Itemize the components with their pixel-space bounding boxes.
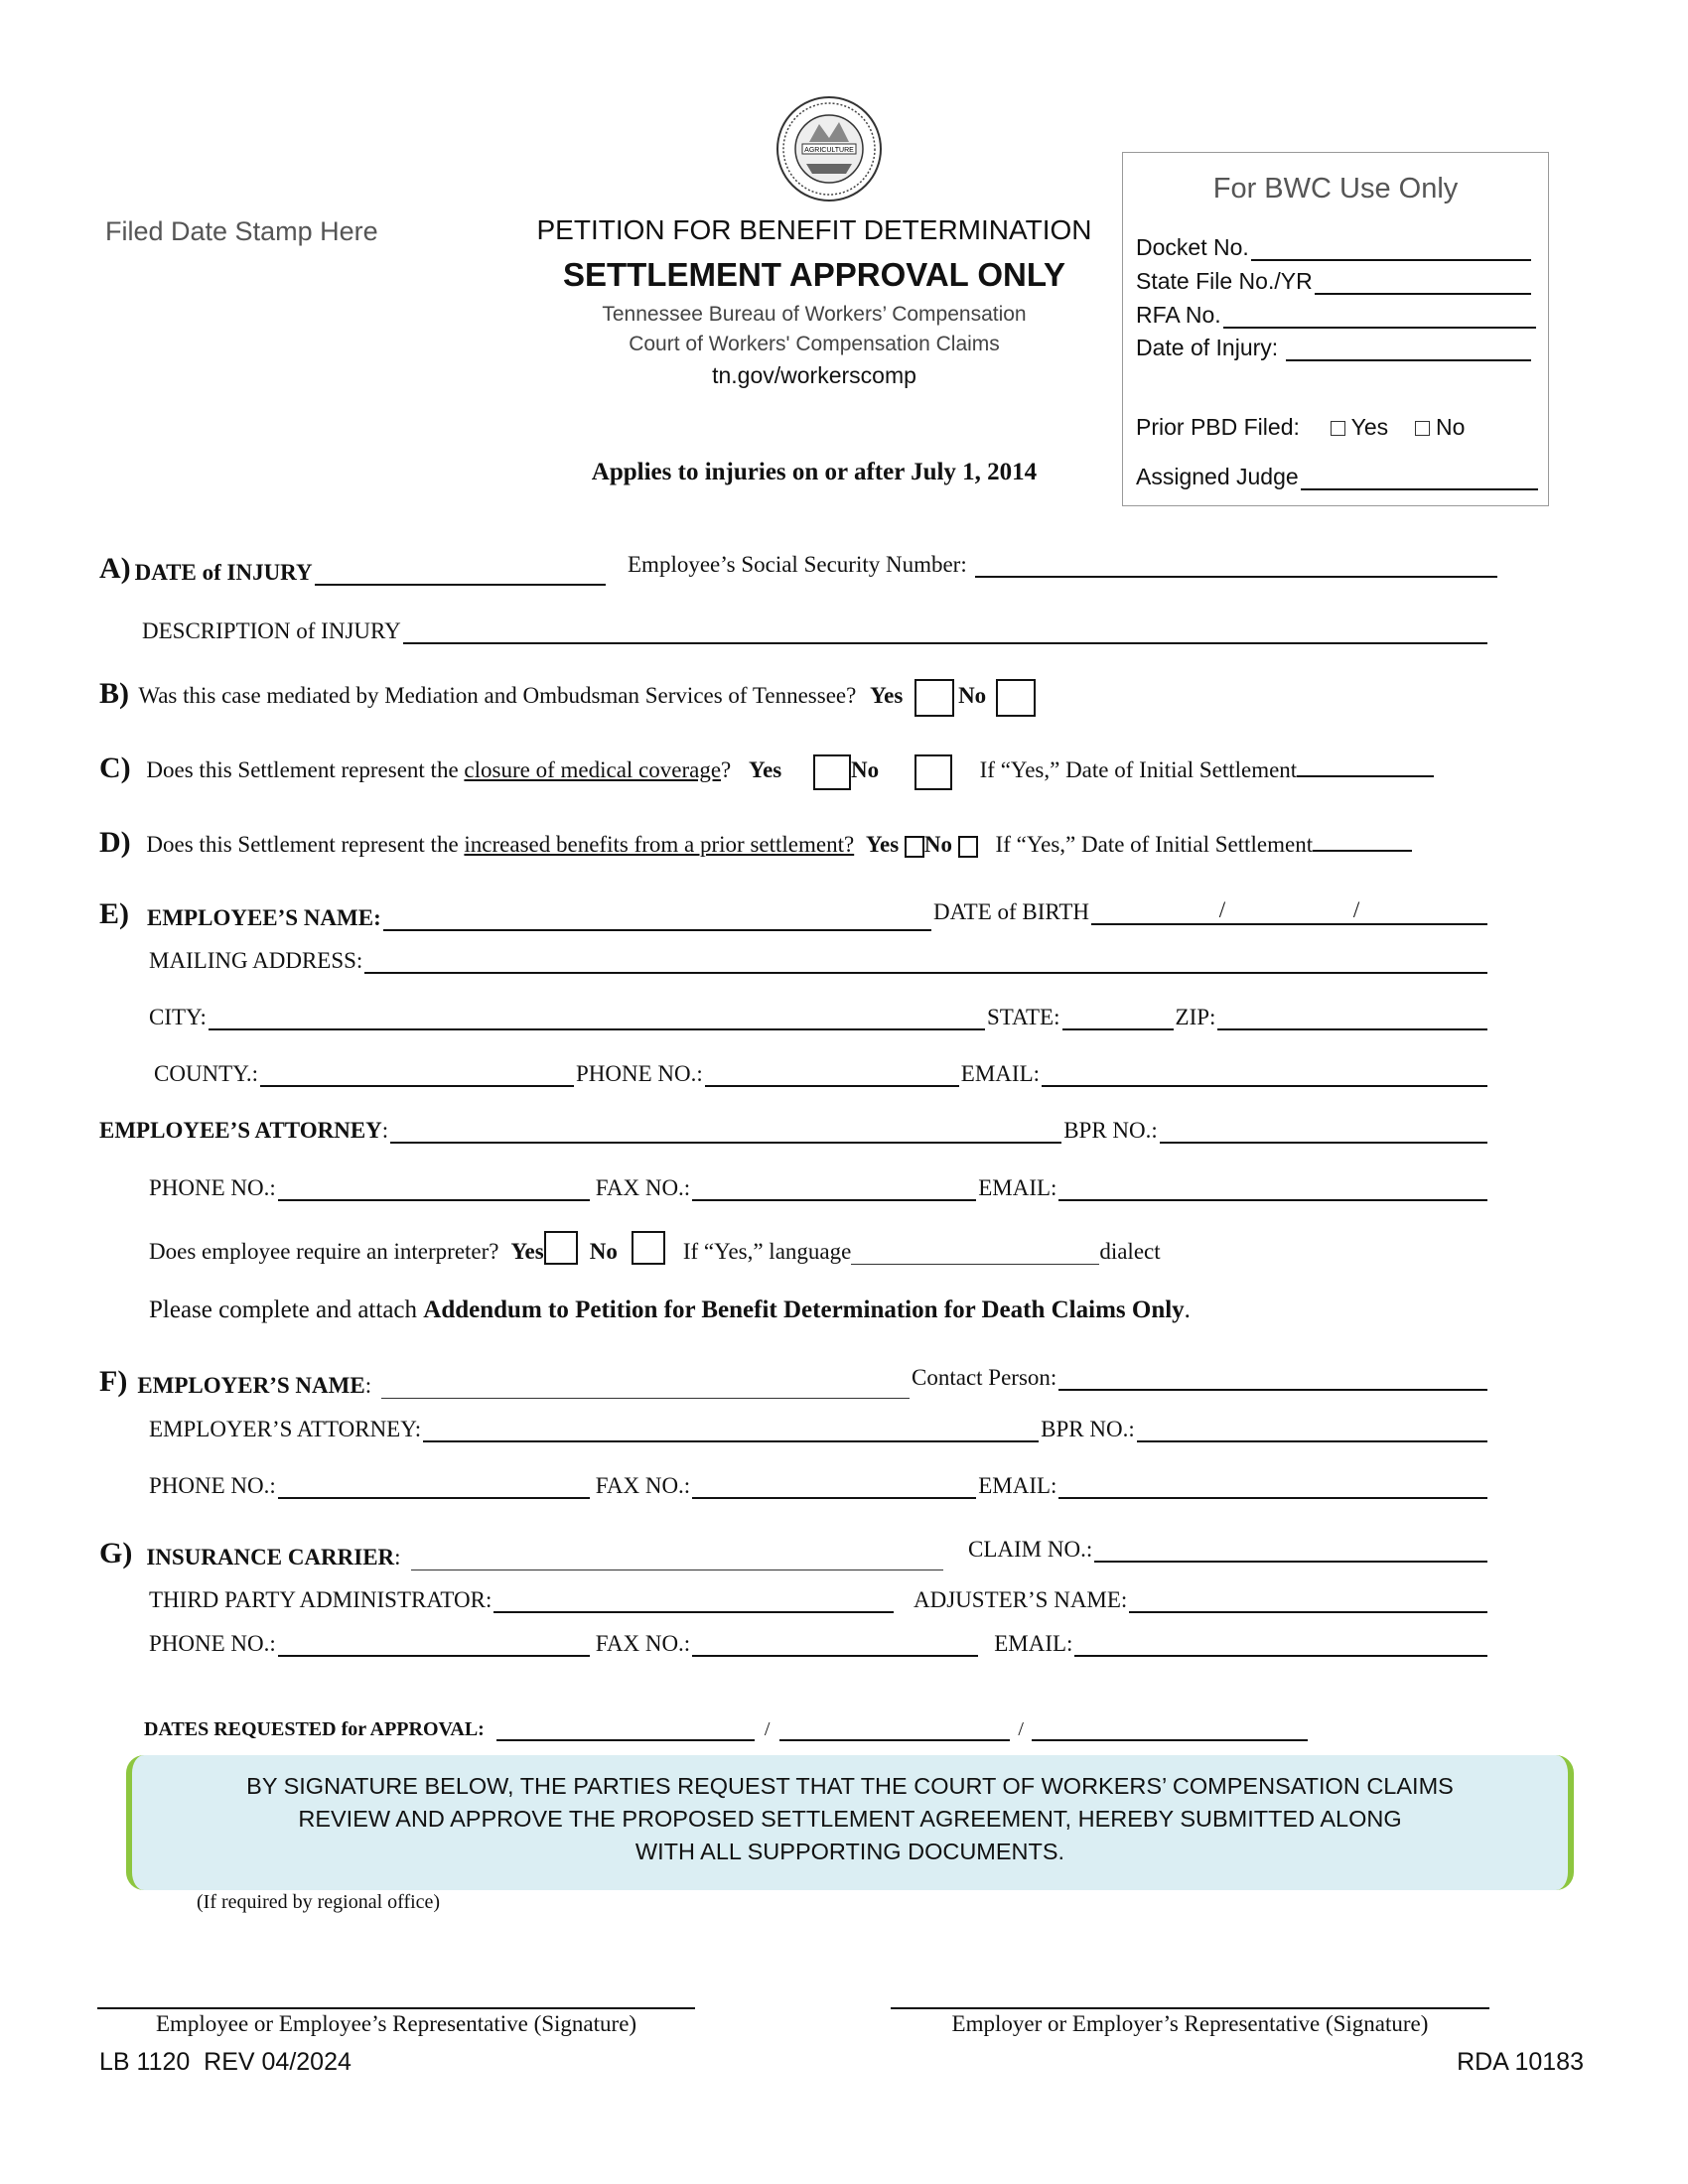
contact-person-label: Contact Person: xyxy=(912,1365,1057,1390)
prior-pbd-yes-checkbox[interactable] xyxy=(1331,421,1345,436)
signature-notice-box xyxy=(126,1755,1574,1890)
attorney-email-field[interactable] xyxy=(1058,1175,1487,1201)
bwc-title: For BWC Use Only xyxy=(1212,173,1459,205)
employee-email-field[interactable] xyxy=(1042,1061,1487,1087)
employer-attorney-field[interactable] xyxy=(423,1417,1039,1442)
employee-email-label: EMAIL: xyxy=(960,1061,1041,1086)
increased-if-yes-label: If “Yes,” Date of Initial Settlement xyxy=(995,832,1314,857)
form-subtitle: SETTLEMENT APPROVAL ONLY xyxy=(562,256,1066,293)
state-file-label: State File No./YR xyxy=(1136,268,1313,294)
closure-of-medical-coverage-text: closure of medical coverage xyxy=(464,757,722,782)
dob-slash-2: / xyxy=(1353,897,1359,925)
mailing-address-label: MAILING ADDRESS: xyxy=(149,948,363,973)
attorney-phone-field[interactable] xyxy=(278,1175,590,1201)
employer-email-field[interactable] xyxy=(1058,1473,1487,1499)
court-name: Court of Workers' Compensation Claims xyxy=(629,333,1000,355)
county-field[interactable] xyxy=(260,1061,574,1087)
section-g-letter: G) xyxy=(99,1537,133,1570)
zip-label: ZIP: xyxy=(1175,1005,1216,1029)
applies-note: Applies to injuries on or after July 1, 2014 xyxy=(591,459,1038,485)
carrier-email-label: EMAIL: xyxy=(994,1631,1073,1656)
rda-number: RDA 10183 xyxy=(1457,2048,1584,2076)
city-label: CITY: xyxy=(149,1005,207,1029)
increased-yes-label: Yes xyxy=(865,832,900,857)
state-seal xyxy=(774,94,884,204)
city-field[interactable] xyxy=(209,1005,985,1030)
dob-month-field[interactable] xyxy=(1091,899,1219,925)
attorney-fax-label: FAX NO.: xyxy=(595,1175,691,1200)
death-claims-addendum-note: Please complete and attach Addendum to Petition for Benefit Determination for Death Claims Only. xyxy=(149,1297,1191,1323)
website[interactable]: tn.gov/workerscomp xyxy=(712,362,916,388)
attorney-email-label: EMAIL: xyxy=(978,1175,1057,1200)
insurance-carrier-label: INSURANCE CARRIER xyxy=(146,1545,395,1570)
closure-initial-settlement-date-field[interactable] xyxy=(1297,750,1434,777)
interpreter-language-label: If “Yes,” language xyxy=(682,1239,852,1264)
description-label: DESCRIPTION of INJURY xyxy=(142,618,401,643)
closure-yes-checkbox[interactable] xyxy=(813,754,851,790)
employee-attorney-bpr-field[interactable] xyxy=(1160,1118,1487,1144)
state-file-field[interactable] xyxy=(1315,269,1531,295)
carrier-fax-label: FAX NO.: xyxy=(595,1631,691,1656)
docket-label: Docket No. xyxy=(1136,234,1249,260)
notice-line-2: REVIEW AND APPROVE THE PROPOSED SETTLEMENT AGREEMENT, HEREBY SUBMITTED ALONG xyxy=(298,1806,1402,1832)
agency-name: Tennessee Bureau of Workers’ Compensation xyxy=(602,303,1027,326)
employee-name-label: EMPLOYEE’S NAME: xyxy=(147,905,381,930)
dob-slash-1: / xyxy=(1219,897,1225,925)
dates-requested-field-1[interactable] xyxy=(496,1717,755,1741)
adjuster-name-field[interactable] xyxy=(1129,1587,1487,1613)
interpreter-question: Does employee require an interpreter? xyxy=(149,1239,499,1264)
section-a-letter: A) xyxy=(99,552,131,585)
employer-attorney-bpr-label: BPR NO.: xyxy=(1041,1417,1135,1441)
carrier-phone-label: PHONE NO.: xyxy=(149,1631,276,1656)
increased-initial-settlement-date-field[interactable] xyxy=(1313,824,1412,852)
bwc-date-injury-field[interactable] xyxy=(1286,336,1531,361)
rfa-label: RFA No. xyxy=(1136,302,1221,328)
increased-no-checkbox[interactable] xyxy=(958,836,978,858)
closure-no-checkbox[interactable] xyxy=(914,754,952,790)
adjuster-name-label: ADJUSTER’S NAME: xyxy=(914,1587,1128,1612)
employer-phone-field[interactable] xyxy=(278,1473,590,1499)
form-title: PETITION FOR BENEFIT DETERMINATION xyxy=(536,214,1092,245)
notice-line-1: BY SIGNATURE BELOW, THE PARTIES REQUEST THAT THE COURT OF WORKERS’ COMPENSATION CLAIMS xyxy=(246,1773,1454,1799)
claim-no-label: CLAIM NO.: xyxy=(968,1537,1093,1562)
employee-attorney-bpr-label: BPR NO.: xyxy=(1063,1118,1158,1143)
ssn-label: Employee’s Social Security Number: xyxy=(628,552,967,577)
tpa-label: THIRD PARTY ADMINISTRATOR: xyxy=(149,1587,492,1612)
dob-label: DATE of BIRTH xyxy=(933,899,1090,924)
employee-attorney-colon: : xyxy=(381,1118,389,1143)
interpreter-no-label: No xyxy=(589,1239,618,1264)
section-e-letter: E) xyxy=(99,897,129,930)
mediation-yes-label: Yes xyxy=(870,683,904,708)
closure-no-label: No xyxy=(851,757,880,782)
employee-attorney-field[interactable] xyxy=(390,1118,1061,1144)
employer-name-field[interactable] xyxy=(381,1374,910,1399)
date-of-injury-label: DATE of INJURY xyxy=(134,560,313,585)
employee-phone-label: PHONE NO.: xyxy=(576,1061,703,1086)
date-of-injury-field[interactable] xyxy=(315,560,606,586)
dates-requested-label: DATES REQUESTED for APPROVAL: xyxy=(144,1718,485,1740)
section-d-letter: D) xyxy=(99,826,131,859)
closure-if-yes-label: If “Yes,” Date of Initial Settlement xyxy=(979,757,1298,782)
employee-signature-label: Employee or Employee’s Representative (Signature) xyxy=(155,2011,637,2036)
mediation-no-checkbox[interactable] xyxy=(996,679,1036,717)
increased-no-label: No xyxy=(923,832,953,857)
contact-person-field[interactable] xyxy=(1058,1365,1487,1391)
judge-field[interactable] xyxy=(1301,465,1538,490)
carrier-phone-field[interactable] xyxy=(278,1631,590,1657)
claim-no-field[interactable] xyxy=(1094,1537,1487,1563)
insurance-carrier-field[interactable] xyxy=(411,1546,943,1570)
employer-attorney-bpr-field[interactable] xyxy=(1137,1417,1487,1442)
dates-requested-field-2[interactable] xyxy=(779,1717,1010,1741)
county-label: COUNTY.: xyxy=(154,1061,259,1086)
employee-phone-field[interactable] xyxy=(705,1061,959,1087)
employee-name-field[interactable] xyxy=(383,905,931,931)
svg-text:AGRICULTURE: AGRICULTURE xyxy=(804,147,854,154)
ssn-field[interactable] xyxy=(975,552,1497,578)
section-b-letter: B) xyxy=(99,677,129,710)
closure-yes-label: Yes xyxy=(749,757,782,782)
mediation-yes-checkbox[interactable] xyxy=(914,679,954,717)
increased-benefits-question: Does this Settlement represent the increased benefits from a prior settlement? xyxy=(146,832,855,857)
section-f-letter: F) xyxy=(99,1365,128,1398)
increased-yes-checkbox[interactable] xyxy=(905,836,924,858)
employer-fax-field[interactable] xyxy=(692,1473,976,1499)
employer-signature-line[interactable] xyxy=(891,2007,1489,2009)
carrier-fax-field[interactable] xyxy=(692,1631,978,1657)
employer-fax-label: FAX NO.: xyxy=(595,1473,691,1498)
employer-name-colon: : xyxy=(364,1373,372,1398)
zip-field[interactable] xyxy=(1217,1005,1487,1030)
docket-field[interactable] xyxy=(1251,235,1531,261)
insurance-carrier-colon: : xyxy=(394,1545,401,1570)
bwc-date-injury-label: Date of Injury: xyxy=(1136,335,1279,360)
description-field[interactable] xyxy=(403,618,1487,644)
prior-pbd-yes-label: Yes xyxy=(1350,414,1389,440)
mailing-address-field[interactable] xyxy=(364,948,1487,974)
employer-attorney-label: EMPLOYER’S ATTORNEY: xyxy=(149,1417,422,1441)
attorney-fax-field[interactable] xyxy=(692,1175,976,1201)
bwc-use-only-box xyxy=(1122,152,1549,506)
carrier-email-field[interactable] xyxy=(1074,1631,1487,1657)
interpreter-dialect-label: dialect xyxy=(1099,1239,1161,1264)
interpreter-no-checkbox[interactable] xyxy=(632,1231,665,1265)
state-label: STATE: xyxy=(986,1005,1060,1029)
dob-year-field[interactable] xyxy=(1359,899,1487,925)
dob-day-field[interactable] xyxy=(1225,899,1353,925)
mediation-question: Was this case mediated by Mediation and Ombudsman Services of Tennessee? xyxy=(138,683,857,708)
employee-attorney-label: EMPLOYEE’S ATTORNEY xyxy=(99,1118,382,1143)
dates-slash-2: / xyxy=(1018,1718,1024,1740)
employer-name-label: EMPLOYER’S NAME xyxy=(137,1373,365,1398)
employer-phone-label: PHONE NO.: xyxy=(149,1473,276,1498)
rfa-field[interactable] xyxy=(1223,303,1536,329)
regional-office-note: (If required by regional office) xyxy=(197,1891,441,1913)
interpreter-language-field[interactable] xyxy=(851,1264,1099,1265)
interpreter-yes-checkbox[interactable] xyxy=(544,1231,578,1265)
employer-email-label: EMAIL: xyxy=(978,1473,1057,1498)
attorney-phone-label: PHONE NO.: xyxy=(149,1175,276,1200)
employer-signature-label: Employer or Employer’s Representative (Signature) xyxy=(951,2011,1429,2036)
state-field[interactable] xyxy=(1062,1005,1174,1030)
mediation-no-label: No xyxy=(958,683,987,708)
notice-line-3: WITH ALL SUPPORTING DOCUMENTS. xyxy=(634,1839,1065,1864)
filed-date-stamp-label: Filed Date Stamp Here xyxy=(105,216,378,246)
closure-question: Does this Settlement represent the closure of medical coverage? xyxy=(146,757,732,782)
prior-pbd-no-checkbox[interactable] xyxy=(1415,421,1430,436)
interpreter-yes-label: Yes xyxy=(510,1239,544,1264)
prior-pbd-no-label: No xyxy=(1435,414,1466,440)
dates-slash-1: / xyxy=(764,1718,771,1740)
employee-signature-line[interactable] xyxy=(97,2007,695,2009)
form-id: LB 1120 REV 04/2024 xyxy=(99,2048,352,2076)
prior-pbd-label: Prior PBD Filed: xyxy=(1136,414,1300,440)
increased-benefits-text: increased benefits from a prior settlement? xyxy=(464,832,855,857)
dates-requested-field-3[interactable] xyxy=(1032,1717,1308,1741)
tpa-field[interactable] xyxy=(493,1587,894,1613)
section-c-letter: C) xyxy=(99,751,131,784)
judge-label: Assigned Judge xyxy=(1136,464,1299,489)
